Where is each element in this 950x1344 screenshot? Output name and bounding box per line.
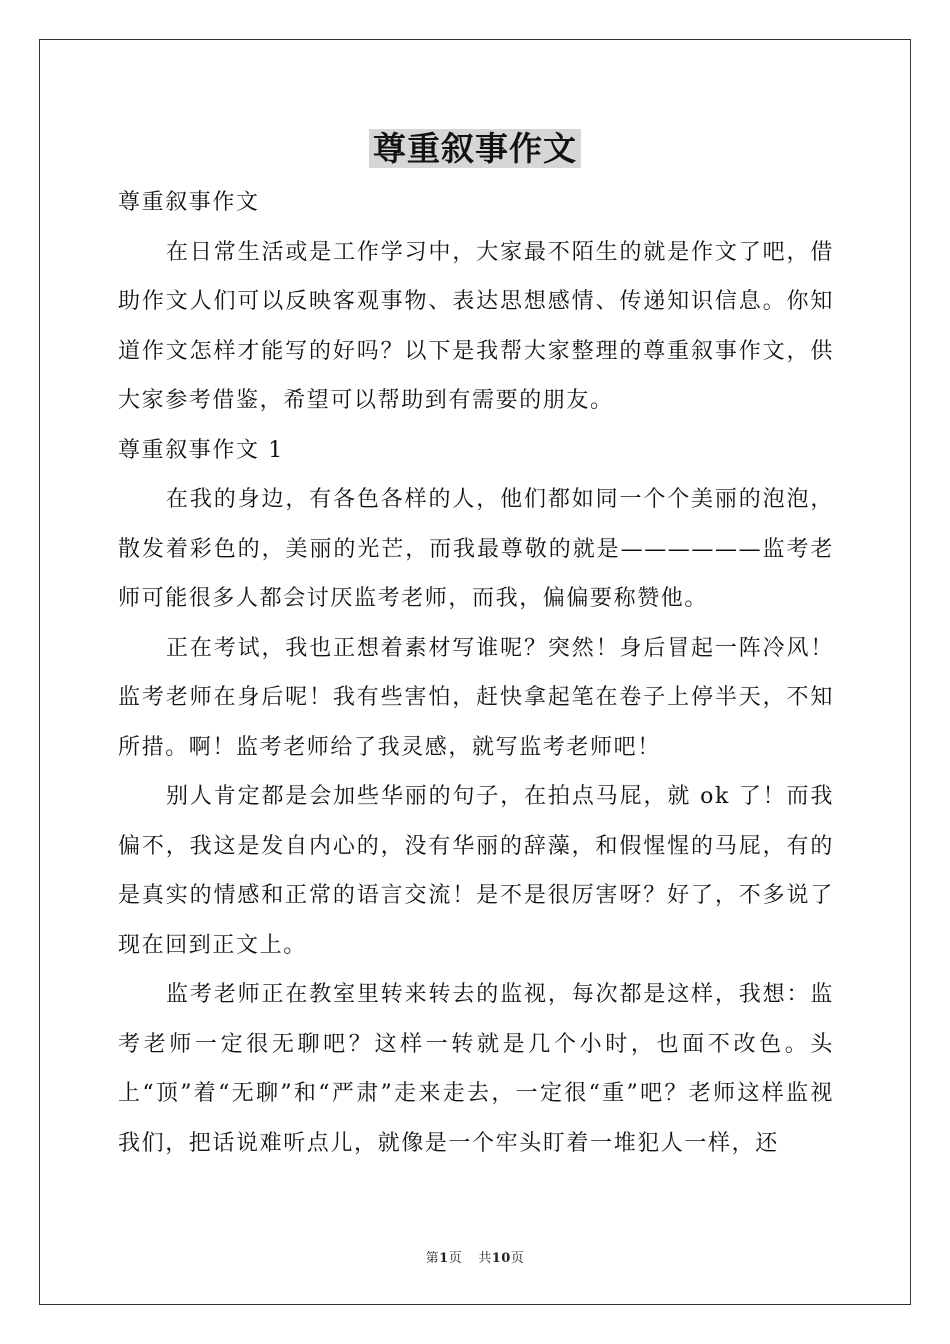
page-suffix: 页 (448, 1251, 463, 1266)
page-footer (0, 1247, 950, 1266)
body-paragraph: 正在考试，我也正想着素材写谁呢？突然！身后冒起一阵冷风！监考老师在身后呢！我有些害怕，赶快拿起笔在卷子上停半天，不知所措。啊！监考老师给了我灵感，就写监考老师吧！ (118, 635, 834, 760)
body-paragraph: 在我的身边，有各色各样的人，他们都如同一个个美丽的泡泡，散发着彩色的，美丽的光芒，而我最尊敬的就是——————监考老师可能很多人都会讨厌监考老师，而我，偏偏要称赞他。 (118, 487, 834, 611)
body-paragraph: 在日常生活或是工作学习中，大家最不陌生的就是作文了吧，借助作文人们可以反映客观事物、表达思想感情、传递知识信息。你知道作文怎样才能写的好吗？以下是我帮大家整理的尊重叙事作文，供大家参考借鉴，希望可以帮助到有需要的朋友。 (118, 239, 834, 413)
total-suffix: 页 (510, 1251, 525, 1266)
page-number: 1 (439, 1251, 449, 1266)
document-title-text: 尊重叙事作文 (369, 129, 581, 168)
total-pages: 10 (491, 1251, 511, 1266)
section-heading: 尊重叙事作文 1 (118, 437, 284, 463)
body-paragraph: 别人肯定都是会加些华丽的句子，在拍点马屁，就 ok 了！而我偏不，我这是发自内心的，没有华丽的辞藻，和假惺惺的马屁，有的是真实的情感和正常的语言交流！是不是很厉害呀？好了，不多说了现在回到正文上。 (118, 784, 834, 958)
document-body (118, 178, 834, 1168)
page-prefix: 第 (425, 1251, 440, 1266)
document-title (0, 128, 950, 170)
total-prefix: 共 (478, 1251, 492, 1266)
body-paragraph: 监考老师正在教室里转来转去的监视，每次都是这样，我想：监考老师一定很无聊吧？这样一转就是几个小时，也面不改色。头上“顶”着“无聊”和“严肃”走来走去，一定很“重”吧？老师这样监视我们，把话说难听点儿，就像是一个牢头盯着一堆犯人一样，还 (118, 982, 834, 1156)
section-heading: 尊重叙事作文 (118, 190, 260, 215)
